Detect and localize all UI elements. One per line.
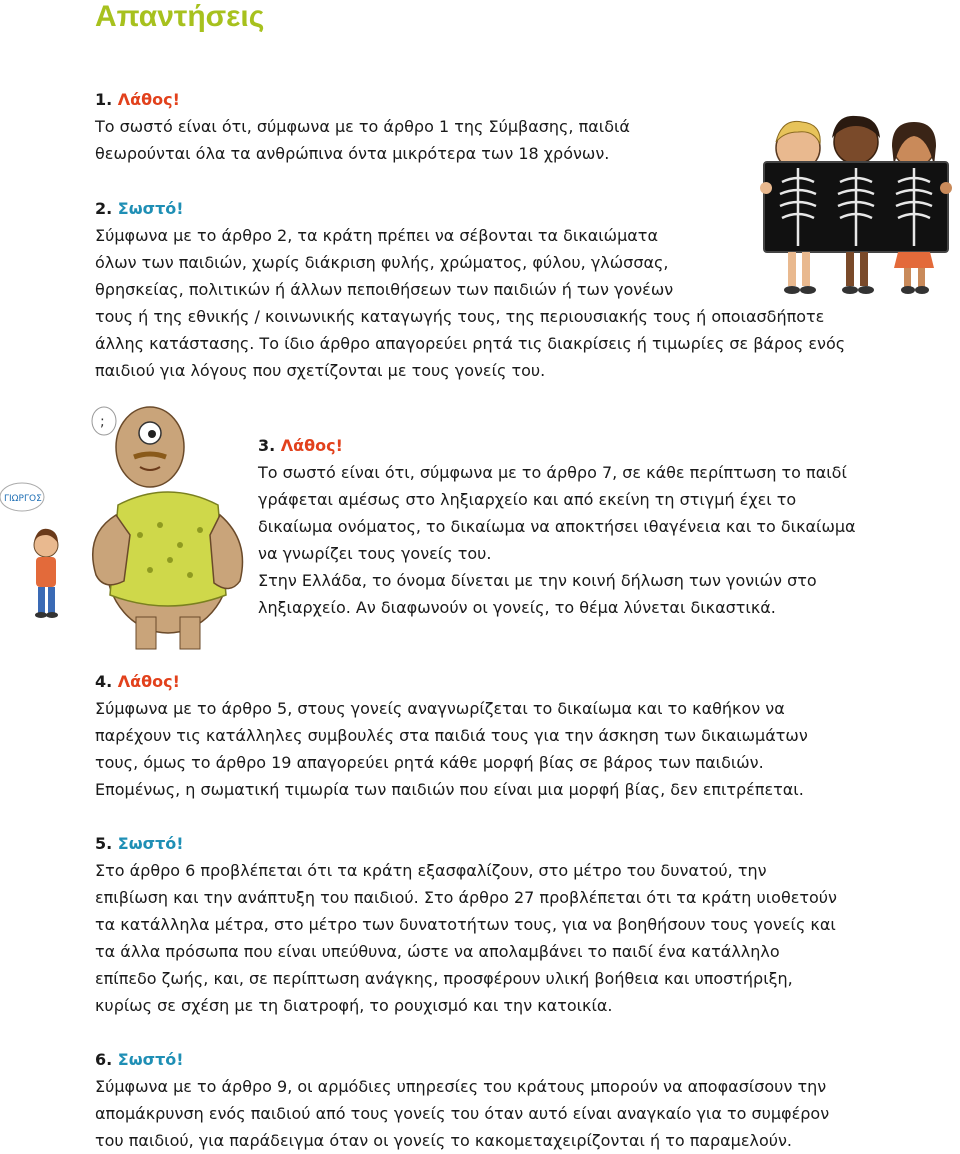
- answer-number: 5.: [95, 834, 113, 853]
- giant-and-boy-illustration: [0, 395, 252, 657]
- answer-line: Το σωστό είναι ότι, σύμφωνα με το άρθρο 1 της Σύμβασης, παιδιά: [95, 117, 630, 136]
- answer-6: [95, 1046, 925, 1154]
- answer-verdict: Σωστό!: [117, 834, 184, 853]
- answer-verdict: Σωστό!: [117, 1050, 184, 1069]
- children-xray-illustration: [758, 108, 954, 300]
- answer-line: επίπεδο ζωής, και, σε περίπτωση ανάγκης, προσφέρουν υλική βοήθεια και υποστήριξη,: [95, 969, 793, 988]
- answer-line: κυρίως σε σχέση με τη διατροφή, το ρουχισμό και την κατοικία.: [95, 996, 613, 1015]
- answer-line: τους ή της εθνικής / κοινωνικής καταγωγής τους, της περιουσιακής τους ή οποιασδήποτε: [95, 307, 825, 326]
- answer-line: να γνωρίζει τους γονείς του.: [258, 544, 492, 563]
- answer-line: Σύμφωνα με το άρθρο 9, οι αρμόδιες υπηρεσίες του κράτους μπορούν να αποφασίσουν την: [95, 1077, 827, 1096]
- answer-line: απομάκρυνση ενός παιδιού από τους γονείς του όταν αυτό είναι αναγκαίο για το συμφέρον: [95, 1104, 830, 1123]
- answer-line: Το σωστό είναι ότι, σύμφωνα με το άρθρο 7, σε κάθε περίπτωση το παιδί: [258, 463, 847, 482]
- answer-number: 6.: [95, 1050, 113, 1069]
- answer-line: τα κατάλληλα μέτρα, στο μέτρο των δυνατοτήτων τους, για να βοηθήσουν τους γονείς και: [95, 915, 836, 934]
- answer-line: παρέχουν τις κατάλληλες συμβουλές στα παιδιά τους για την άσκηση των δικαιωμάτων: [95, 726, 808, 745]
- name-sign-text: ΓΙΩΡΓΟΣ: [4, 494, 42, 504]
- answer-4: [95, 668, 925, 803]
- answer-number: 1.: [95, 90, 113, 109]
- answer-number: 2.: [95, 199, 113, 218]
- answer-1: [95, 86, 815, 167]
- answer-verdict: Λάθος!: [117, 672, 180, 691]
- answer-line: επιβίωση και την ανάπτυξη του παιδιού. Στο άρθρο 27 προβλέπεται ότι τα κράτη υιοθετούν: [95, 888, 837, 907]
- answer-verdict: Λάθος!: [280, 436, 343, 455]
- answer-line: Στο άρθρο 6 προβλέπεται ότι τα κράτη εξασφαλίζουν, στο μέτρο του δυνατού, την: [95, 861, 767, 880]
- answer-line: του παιδιού, για παράδειγμα όταν οι γονείς το κακομεταχειρίζονται ή το παραμελούν.: [95, 1131, 793, 1150]
- answer-line: Σύμφωνα με το άρθρο 5, στους γονείς αναγνωρίζεται το δικαίωμα και το καθήκον να: [95, 699, 785, 718]
- answer-line: γράφεται αμέσως στο ληξιαρχείο και από εκείνη τη στιγμή έχει το: [258, 490, 797, 509]
- answer-line: Επομένως, η σωματική τιμωρία των παιδιών που είναι μια μορφή βίας, δεν επιτρέπεται.: [95, 780, 804, 799]
- answer-number: 3.: [258, 436, 276, 455]
- answer-3: [258, 432, 920, 621]
- speech-bubble-text: ;: [100, 414, 105, 430]
- answer-line: τους, όμως το άρθρο 19 απαγορεύει ρητά κάθε μορφή βίας σε βάρος των παιδιών.: [95, 753, 764, 772]
- answer-line: παιδιού για λόγους που σχετίζονται με τους γονείς του.: [95, 361, 546, 380]
- answer-line: θεωρούνται όλα τα ανθρώπινα όντα μικρότερα των 18 χρόνων.: [95, 144, 610, 163]
- answer-line: Στην Ελλάδα, το όνομα δίνεται με την κοινή δήλωση των γονιών στο: [258, 571, 817, 590]
- answer-5: [95, 830, 925, 1019]
- answer-line: ληξιαρχείο. Αν διαφωνούν οι γονείς, το θέμα λύνεται δικαστικά.: [258, 598, 776, 617]
- page-title: Απαντήσεις: [95, 0, 265, 33]
- answer-line: τα άλλα πρόσωπα που είναι υπεύθυνα, ώστε να απολαμβάνει το παιδί ένα κατάλληλο: [95, 942, 780, 961]
- answer-line: όλων των παιδιών, χωρίς διάκριση φυλής, χρώματος, φύλου, γλώσσας,: [95, 253, 669, 272]
- answer-line: θρησκείας, πολιτικών ή άλλων πεποιθήσεων των παιδιών ή των γονέων: [95, 280, 674, 299]
- answer-line: Σύμφωνα με το άρθρο 2, τα κράτη πρέπει να σέβονται τα δικαιώματα: [95, 226, 658, 245]
- answer-verdict: Σωστό!: [117, 199, 184, 218]
- answer-line: δικαίωμα ονόματος, το δικαίωμα να αποκτήσει ιθαγένεια και το δικαίωμα: [258, 517, 856, 536]
- answer-verdict: Λάθος!: [117, 90, 180, 109]
- answer-line: άλλης κατάστασης. Το ίδιο άρθρο απαγορεύει ρητά τις διακρίσεις ή τιμωρίες σε βάρος ενός: [95, 334, 846, 353]
- answer-number: 4.: [95, 672, 113, 691]
